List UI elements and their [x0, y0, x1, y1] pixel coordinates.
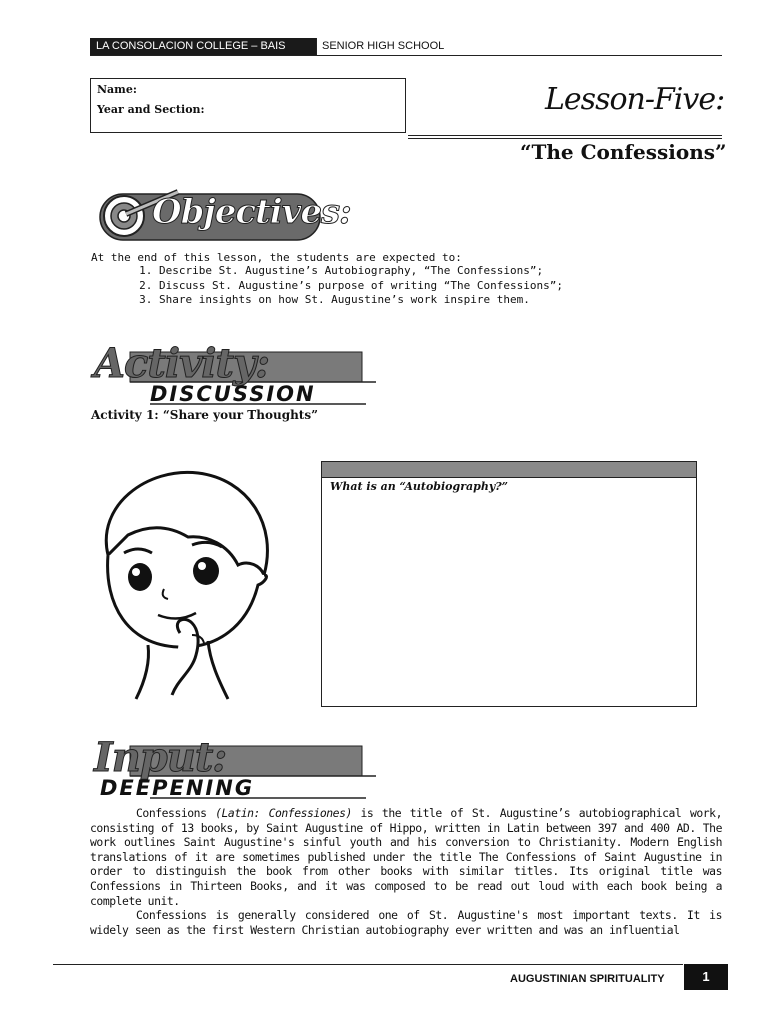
question-box-header	[322, 462, 696, 478]
footer-subject-label: AUGUSTINIAN SPIRITUALITY	[510, 973, 665, 985]
objectives-banner	[96, 186, 351, 246]
activity-banner	[90, 336, 380, 408]
objectives-intro: At the end of this lesson, the students are expected to:	[91, 251, 462, 264]
objectives-section	[91, 251, 711, 308]
objectives-list	[91, 264, 711, 308]
input-banner-subtitle: DEEPENING	[100, 776, 255, 800]
name-label: Name:	[97, 83, 137, 96]
lesson-title: Lesson-Five:	[545, 82, 725, 117]
header-separator	[316, 38, 317, 55]
latin-title: (Latin: Confessiones)	[215, 806, 352, 820]
input-banner-text: Input:	[94, 734, 227, 781]
lesson-rule	[408, 138, 722, 139]
footer-rule	[53, 964, 683, 965]
objective-item: 2. Discuss St. Augustine’s purpose of writing “The Confessions”;	[159, 279, 711, 294]
department-label: SENIOR HIGH SCHOOL	[322, 40, 445, 52]
question-text: What is an “Autobiography?”	[330, 480, 508, 493]
activity-heading: Activity 1: “Share your Thoughts”	[91, 408, 319, 422]
text-span: is the title of St. Augustine’s autobiographical work, consisting of 13 books, by Saint Augustine of Hippo, written in Latin between 397 and 400 AD. The work outlines Saint Augustine's sinful youth and his conversion to Christianity. Modern English translations of it are sometimes published under the title The Confessions of Saint Augustine in order to distinguish the book from other books with similar titles. Its original title was Confessions in Thirteen Books, and it was composed to be read out loud with each book being a complete unit.	[90, 806, 722, 908]
activity-banner-subtitle: DISCUSSION	[150, 382, 316, 406]
lesson-subtitle: “The Confessions”	[520, 140, 727, 164]
thinking-boy-illustration	[88, 465, 274, 701]
header-rule	[90, 55, 722, 56]
page-number: 1	[684, 964, 728, 990]
objectives-banner-text: Objectives:	[152, 192, 351, 232]
lesson-rule	[408, 135, 722, 136]
question-answer-box[interactable]	[321, 461, 697, 707]
objective-item: 1. Describe St. Augustine’s Autobiography, “The Confessions”;	[159, 264, 711, 279]
objective-item: 3. Share insights on how St. Augustine’s work inspire them.	[159, 293, 711, 308]
student-info-box	[90, 78, 406, 133]
paragraph	[90, 806, 722, 908]
paragraph: Confessions is generally considered one of St. Augustine's most important texts. It is widely seen as the first Western Christian autobiography ever written and was an influential	[90, 908, 722, 937]
year-section-label: Year and Section:	[97, 103, 205, 116]
school-name-label: LA CONSOLACION COLLEGE – BAIS	[90, 38, 316, 55]
text-span: Confessions	[136, 806, 216, 820]
lesson-body-text	[90, 806, 722, 937]
input-banner	[90, 730, 380, 802]
activity-banner-text: Activity:	[94, 340, 269, 387]
